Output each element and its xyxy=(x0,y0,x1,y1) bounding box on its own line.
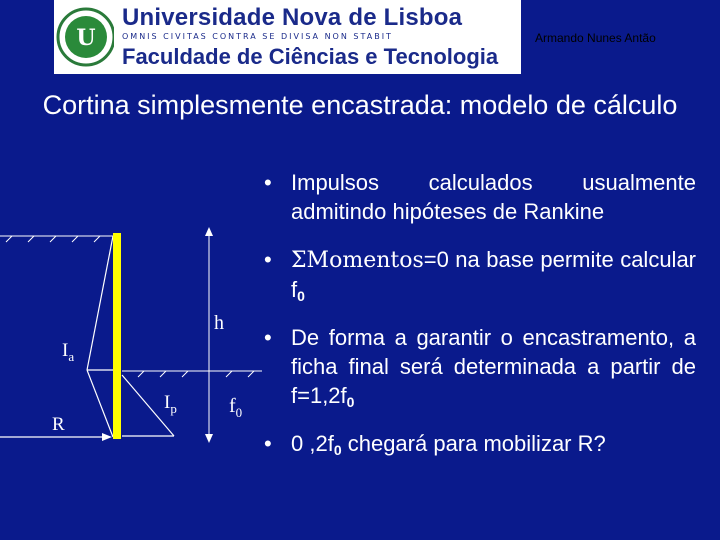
active-pressure-line xyxy=(87,236,113,370)
svg-text:U: U xyxy=(76,25,96,51)
bullet-text: De forma a garantir o encastramento, a ficha final será determinada a partir de f=1,2f xyxy=(291,325,696,408)
bullet-item xyxy=(264,168,696,226)
subscript: 0 xyxy=(333,442,342,458)
bullet-item xyxy=(264,323,696,410)
university-motto: OMNIS CIVITAS CONTRA SE DIVISA NON STABIT xyxy=(122,32,393,41)
dimension-arrow-top-icon xyxy=(205,227,213,236)
bullet-text: chegará para mobilizar R? xyxy=(341,431,606,456)
ground-hatch-active xyxy=(6,236,100,242)
ground-hatch-passive xyxy=(138,371,254,377)
bullet-item xyxy=(264,429,696,458)
seal-icon xyxy=(54,0,114,74)
bullet-list xyxy=(264,168,696,477)
sigma-symbol: ΣMomentos xyxy=(291,248,424,273)
bullet-text: =0 na base permite calcular f xyxy=(291,247,696,302)
university-name: Universidade Nova de Lisboa xyxy=(122,4,463,31)
bullet-dot-icon: • xyxy=(264,170,272,195)
bullet-item xyxy=(264,245,696,304)
resistance-line xyxy=(87,370,113,437)
faculty-name: Faculdade de Ciências e Tecnologia xyxy=(122,44,499,69)
bullet-dot-icon: • xyxy=(264,325,272,350)
resultant-r-arrowhead-icon xyxy=(102,433,112,441)
cantilever-wall-diagram xyxy=(0,225,262,447)
sheet-pile-wall xyxy=(113,233,121,439)
bullet-dot-icon: • xyxy=(264,247,272,272)
slide-title: Cortina simplesmente encastrada: modelo de cálculo xyxy=(42,90,678,120)
label-f0: $f_0$ xyxy=(229,395,243,420)
dimension-arrow-bottom-icon xyxy=(205,434,213,443)
label-ip: $I_p$ xyxy=(164,392,177,416)
bullet-prefix: 0 ,2f xyxy=(291,431,334,456)
subscript: 0 xyxy=(346,394,355,410)
label-r: R xyxy=(52,414,65,435)
label-h: h xyxy=(214,312,224,334)
bullet-text: Impulsos calculados usualmente admitindo hipóteses de Rankine xyxy=(291,170,696,224)
subscript: 0 xyxy=(297,288,305,304)
university-logo xyxy=(54,0,521,74)
bullet-dot-icon: • xyxy=(264,431,272,456)
label-ia: $I_a$ xyxy=(62,340,75,364)
author-name: Armando Nunes Antão xyxy=(535,31,656,45)
